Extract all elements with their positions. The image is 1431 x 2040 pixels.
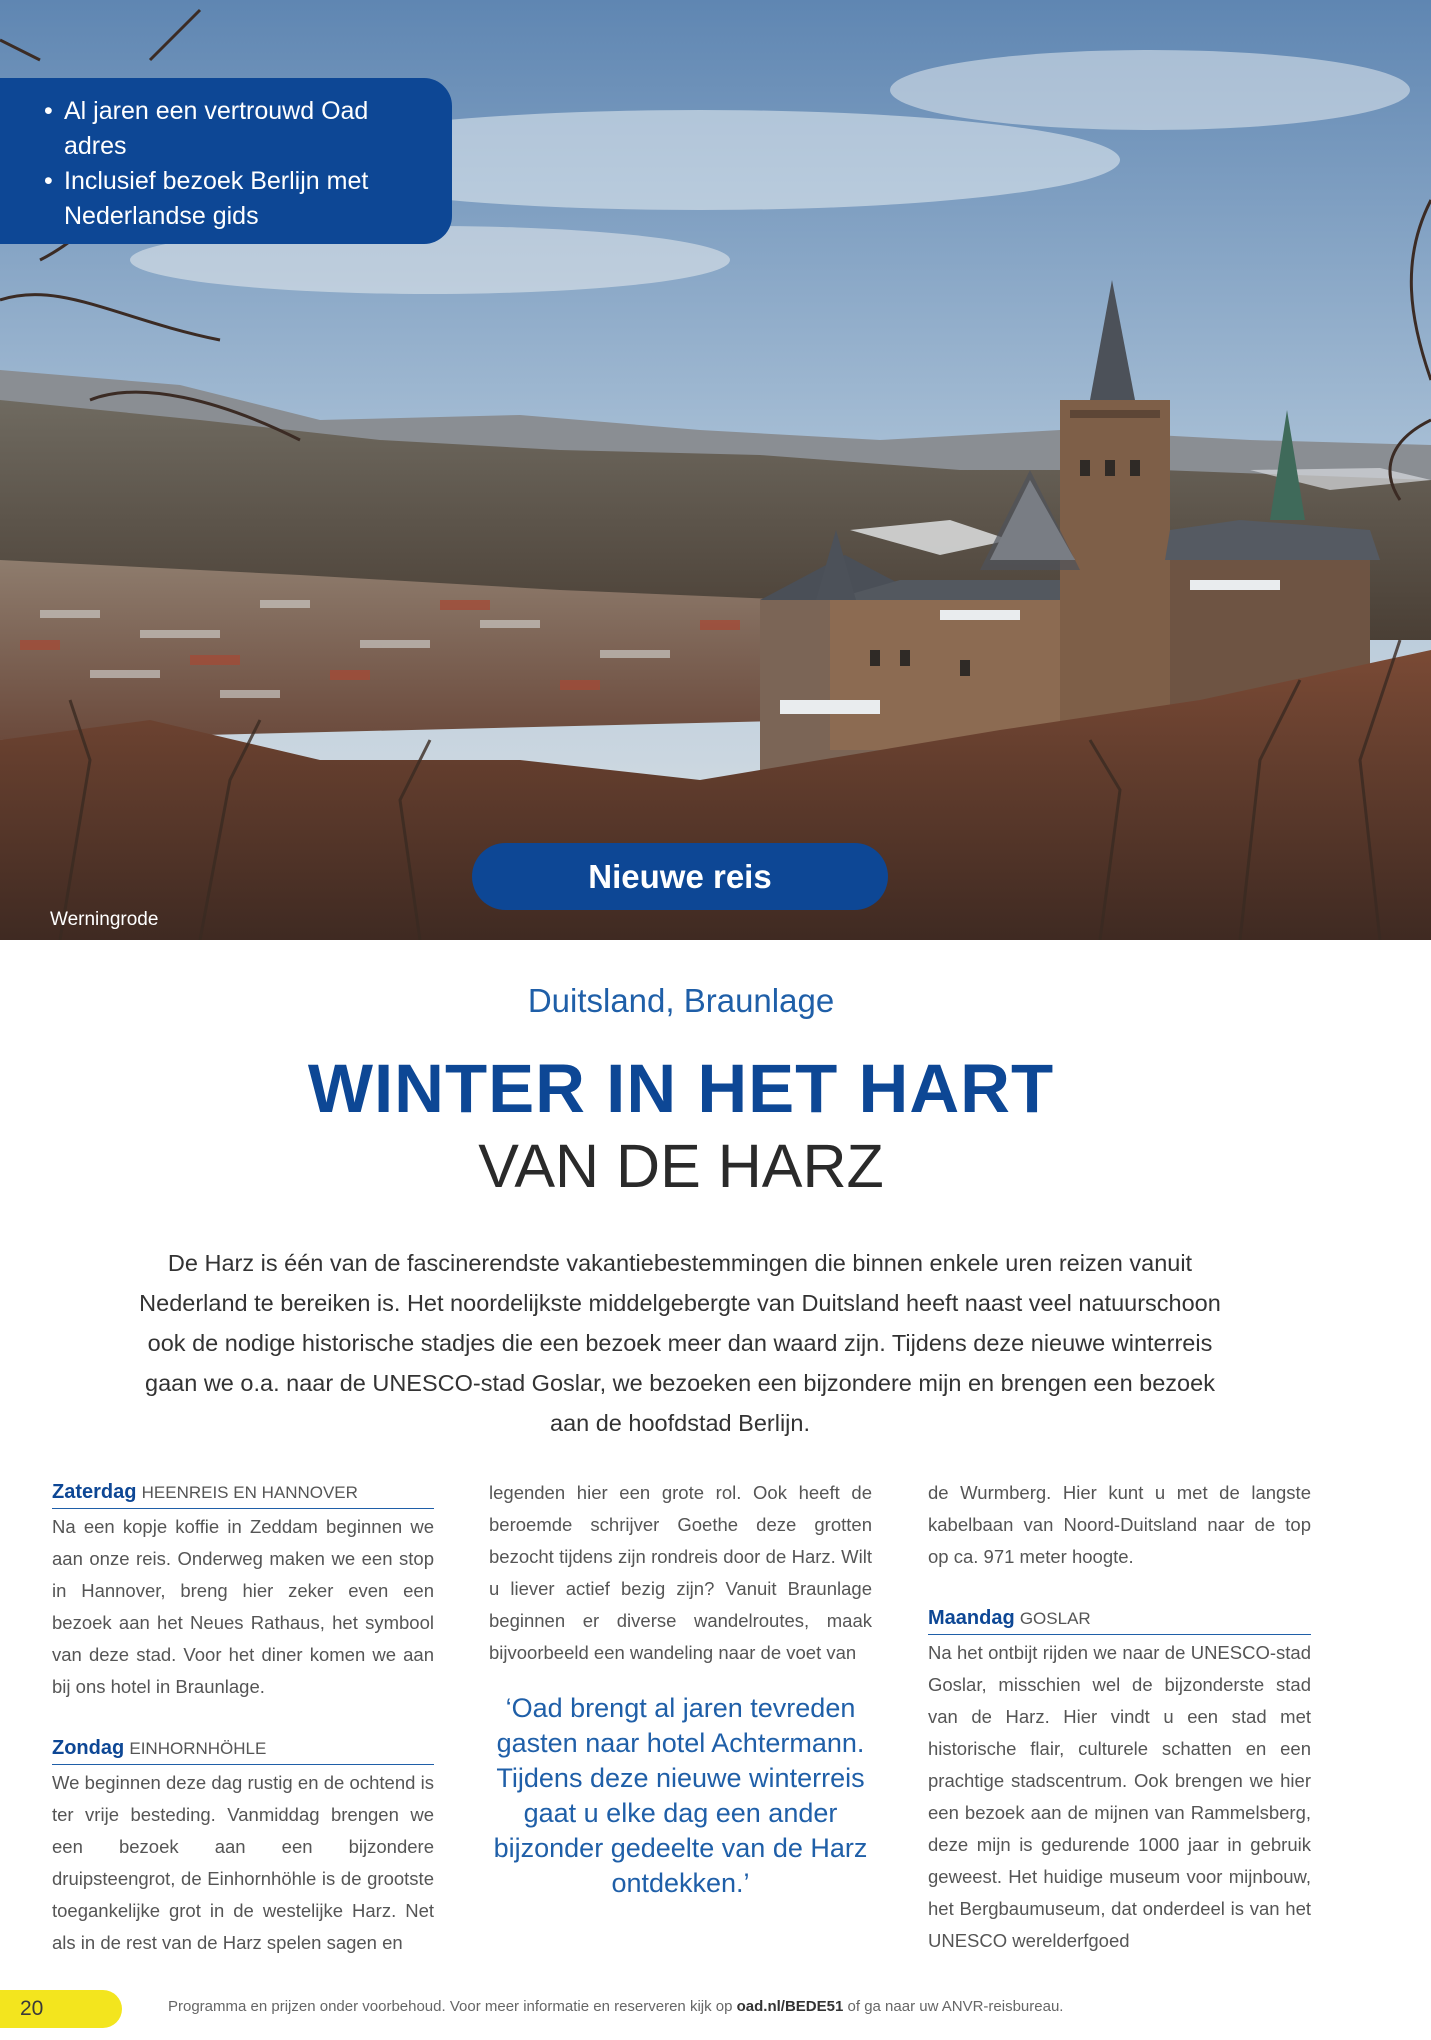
destination-subtitle: Duitsland, Braunlage (527, 982, 835, 1019)
day-text: Na het ontbijt rijden we naar de UNESCO-stad Goslar, misschien wel de bijzonderste stad van de Harz. Hier vindt u een stad met historische flair, culturele schatten en een prachtige stadscentrum. Ook brengen we hier een bezoek aan de mijnen van Rammelsberg, deze mijn is gedurende 1000 jaar in gebruik geweest. Het huidige museum voor mijnbouw, het Bergbaumuseum, dat onderdeel is van het UNESCO werelderfgoed (928, 1642, 1311, 1951)
column-3 (928, 1477, 1311, 1957)
footer-note (168, 1998, 1063, 2015)
footer-text: Programma en prijzen onder voorbehoud. Voor meer informatie en reserveren kijk op (168, 1998, 733, 2015)
day-name: Zaterdag (52, 1481, 137, 1503)
day-heading-zaterdag (52, 1477, 434, 1509)
day-topic: EINHORNHÖHLE (129, 1739, 267, 1758)
pull-quote: ‘Oad brengt al jaren tevreden gasten naar hotel Achtermann. Tijdens deze nieuwe winterreis gaat u elke dag een ander bijzonder gedeelte van de Harz ontdekken.’ (493, 1693, 868, 1898)
day-topic: HEENREIS EN HANNOVER (141, 1483, 358, 1502)
new-trip-badge: Nieuwe reis (472, 843, 888, 910)
page-title-line2: VAN DE HARZ (478, 1132, 884, 1200)
page-title: WINTER IN HET HART (307, 1050, 1055, 1127)
day-text: We beginnen deze dag rustig en de ochtend is ter vrije besteding. Vanmiddag brengen we een bezoek aan een bijzondere druipsteengrot, de Einhornhöhle is de grootste toegankelijke grot in de westelijke Harz. Net als in de rest van de Harz spelen sagen en (52, 1772, 434, 1953)
highlight-item: • Inclusief bezoek Berlijn met Nederlandse gids (44, 164, 432, 234)
day-heading-zondag (52, 1733, 434, 1765)
column-1 (52, 1477, 434, 1959)
hero-photo (0, 0, 1431, 940)
day-heading-maandag (928, 1603, 1311, 1635)
highlights-box (0, 78, 452, 244)
day-text-continued: legenden hier een grote rol. Ook heeft de beroemde schrijver Goethe deze grotten bezocht tijdens zijn rondreis door de Harz. Wilt u liever actief bezig zijn? Vanuit Braunlage beginnen er diverse wandelroutes, maak bijvoorbeeld een wandeling naar de voet van (489, 1482, 872, 1663)
day-topic: GOSLAR (1019, 1609, 1091, 1628)
column-2 (489, 1477, 872, 1901)
footer-link[interactable]: oad.nl/BEDE51 (736, 1998, 844, 2015)
footer-text-end: of ga naar uw ANVR-reisbureau. (847, 1998, 1064, 2015)
day-name: Maandag (928, 1607, 1015, 1629)
day-name: Zondag (52, 1737, 125, 1759)
day-text-continued: de Wurmberg. Hier kunt u met de langste kabelbaan van Noord-Duitsland naar de top op ca. 971 meter hoogte. (928, 1482, 1311, 1567)
intro-paragraph: De Harz is één van de fascinerendste vakantiebestemmingen die binnen enkele uren reizen vanuit Nederland te bereiken is. Het noordelijkste middelgebergte van Duitsland heeft naast veel natuurschoon ook de nodige historische stadjes die een bezoek meer dan waard zijn. Tijdens deze nieuwe winterreis gaan we o.a. naar de UNESCO-stad Goslar, we bezoeken een bijzondere mijn en brengen een bezoek aan de hoofdstad Berlijn. (139, 1250, 1221, 1436)
day-text: Na een kopje koffie in Zeddam beginnen we aan onze reis. Onderweg maken we een stop in Hannover, breng hier zeker even een bezoek aan het Neues Rathaus, het symbool van deze stad. Voor het diner komen we aan bij ons hotel in Braunlage. (52, 1516, 434, 1697)
highlight-item: • Al jaren een vertrouwd Oad adres (44, 94, 432, 164)
photo-caption: Werningrode (50, 909, 159, 930)
page-number: 20 (0, 1990, 122, 2028)
